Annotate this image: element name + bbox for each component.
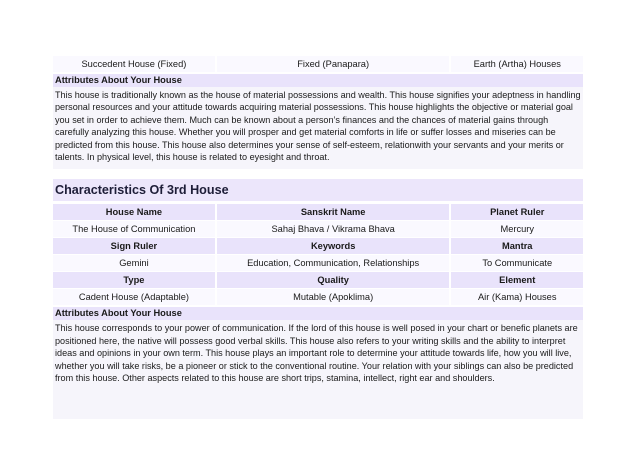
house2-summary-table: [51, 55, 585, 73]
table-header-quality: Quality: [217, 272, 450, 288]
table-row: [53, 272, 583, 288]
house3-attributes-text: This house corresponds to your power of communication. If the lord of this house is well posed in your chart or benefic planets are positioned here, the native will possess good verbal skills. This house also refers to your writing skills and the ability to interpret ideas and opinions in your own term. This house plays an important role to determine your attitude towards life, how you will live, whether you will take risks, be a pioneer or stick to the conventional routine. Your relation with your siblings can also be predicted from this house. Other aspects related to this house are short trips, stamina, intellect, right ear and shoulders.: [53, 320, 583, 419]
table-cell: Gemini: [53, 255, 215, 271]
table-row: [53, 221, 583, 237]
table-cell: Mercury: [451, 221, 583, 237]
table-cell-quality: Fixed (Panapara): [217, 56, 450, 72]
house3-attributes-heading: Attributes About Your House: [53, 307, 583, 320]
table-row: [53, 289, 583, 305]
table-cell: To Communicate: [451, 255, 583, 271]
table-header-keywords: Keywords: [217, 238, 450, 254]
table-header-mantra: Mantra: [451, 238, 583, 254]
table-cell: Sahaj Bhava / Vikrama Bhava: [217, 221, 450, 237]
table-header-element: Element: [451, 272, 583, 288]
table-cell: Education, Communication, Relationships: [217, 255, 450, 271]
house3-characteristics-table: [51, 203, 585, 306]
table-cell: The House of Communication: [53, 221, 215, 237]
table-row: [53, 204, 583, 220]
table-header-sign-ruler: Sign Ruler: [53, 238, 215, 254]
table-header-house-name: House Name: [53, 204, 215, 220]
table-cell-type: Succedent House (Fixed): [53, 56, 215, 72]
page-content: [53, 55, 583, 419]
table-header-planet-ruler: Planet Ruler: [451, 204, 583, 220]
house3-section-title: Characteristics Of 3rd House: [53, 179, 583, 201]
house2-attributes-text: This house is traditionally known as the house of material possessions and wealth. This house signifies your adeptness in handling personal resources and your attitude towards acquiring material possessions. This house highlights the objective or material goal you set in order to achieve them. Much can be known about a person’s finances and the chances of material gains through carefully analyzing this house. Whether you will prosper and get material comforts in life or suffer losses and miseries can be predicted from this house. This house also determines your sense of self-esteem, relationwith your servants and your merits or talents. In physical level, this house is related to eyesight and throat.: [53, 87, 583, 169]
table-header-type: Type: [53, 272, 215, 288]
table-row: [53, 255, 583, 271]
table-cell: Mutable (Apoklima): [217, 289, 450, 305]
table-header-sanskrit-name: Sanskrit Name: [217, 204, 450, 220]
table-row: [53, 238, 583, 254]
table-cell: Air (Kama) Houses: [451, 289, 583, 305]
table-cell: Cadent House (Adaptable): [53, 289, 215, 305]
house2-attributes-heading: Attributes About Your House: [53, 74, 583, 87]
table-row: [53, 56, 583, 72]
table-cell-element: Earth (Artha) Houses: [451, 56, 583, 72]
